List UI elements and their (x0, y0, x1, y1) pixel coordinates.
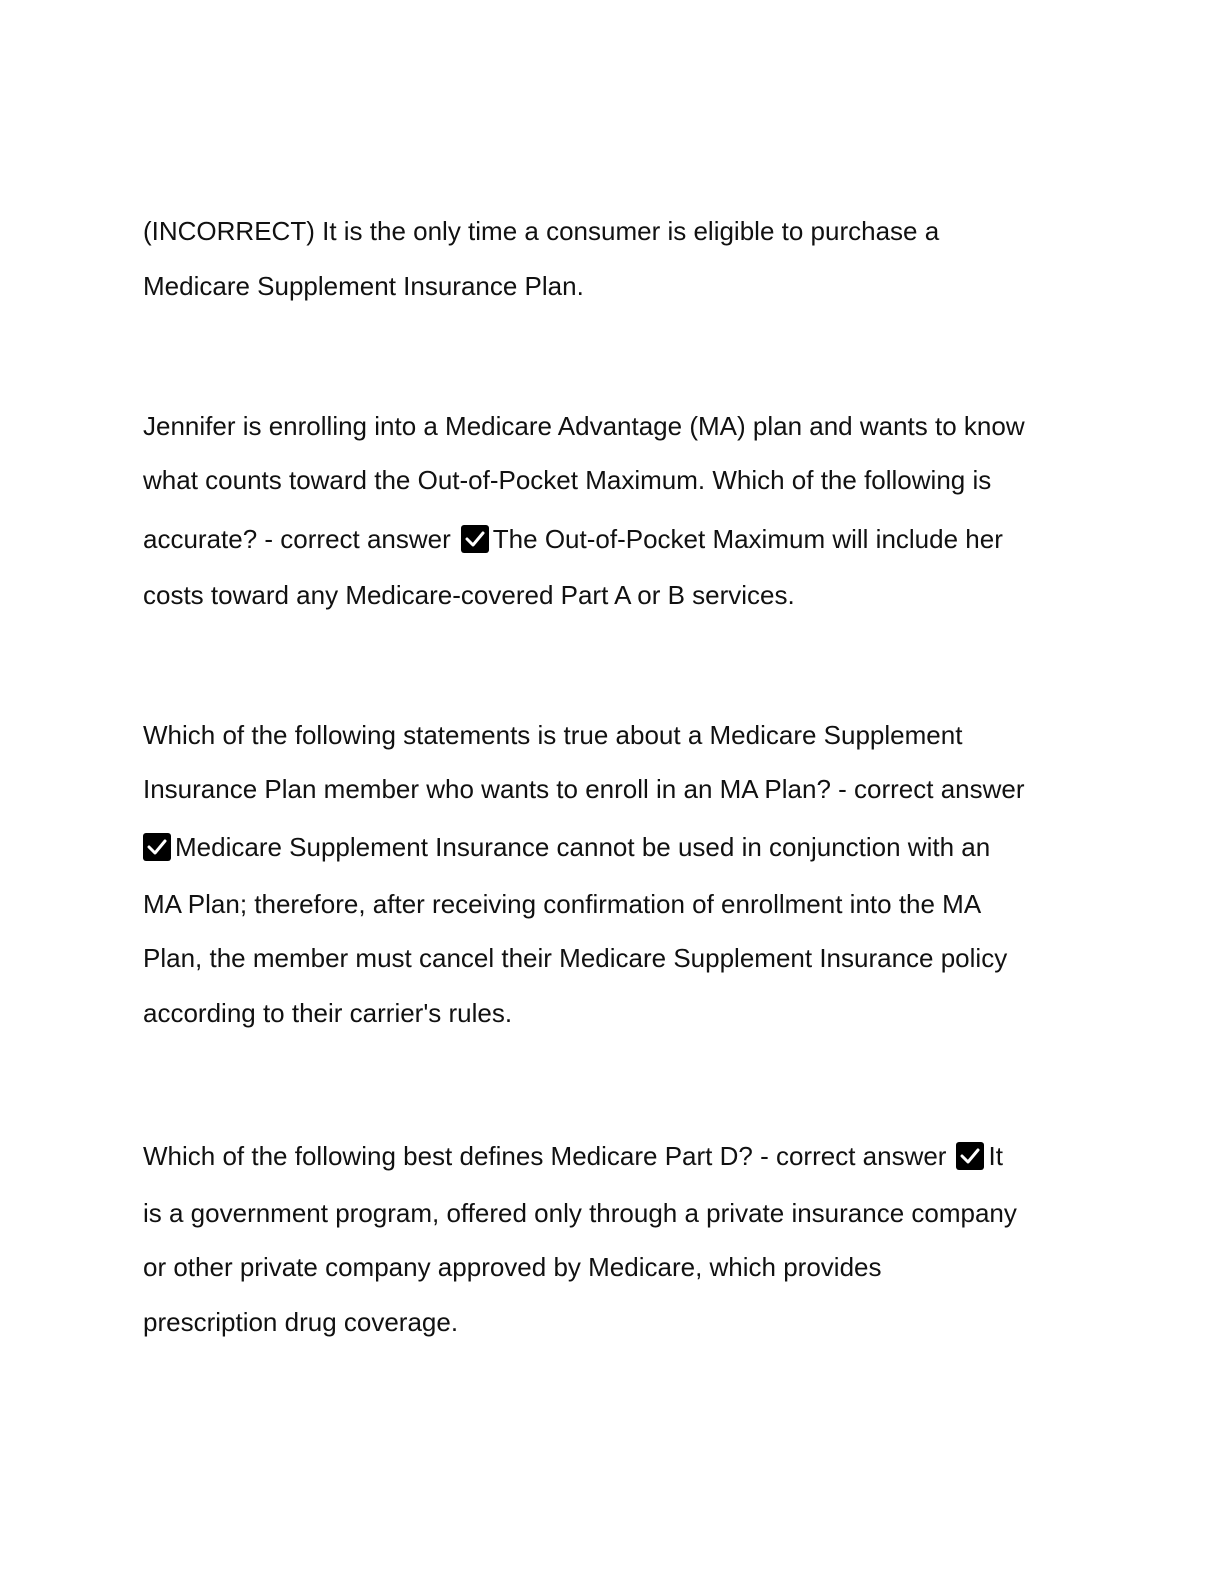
text-line (143, 942, 1007, 974)
text-segment: The Out-of-Pocket Maximum will include her (492, 524, 1003, 554)
text-segment: is a government program, offered only through a private insurance company (143, 1198, 1017, 1228)
text-segment: Which of the following best defines Medicare Part D? - correct answer (143, 1141, 947, 1171)
text-line (143, 1251, 882, 1283)
check-box-icon (143, 833, 171, 861)
text-segment: Medicare Supplement Insurance Plan. (143, 271, 584, 301)
text-segment: Insurance Plan member who wants to enroll in an MA Plan? - correct answer (143, 774, 1025, 804)
text-segment: MA Plan; therefore, after receiving confirmation of enrollment into the MA (143, 889, 982, 919)
text-segment: Medicare Supplement Insurance cannot be used in conjunction with an (175, 832, 991, 862)
text-segment: prescription drug coverage. (143, 1307, 459, 1337)
text-line (143, 270, 584, 302)
text-line (143, 997, 512, 1029)
text-line (143, 831, 990, 863)
text-segment: costs toward any Medicare-covered Part A or B services. (143, 580, 795, 610)
text-segment: Jennifer is enrolling into a Medicare Advantage (MA) plan and wants to know (143, 411, 1025, 441)
text-line (143, 1197, 1017, 1229)
text-line (143, 719, 962, 751)
check-box-icon (956, 1142, 984, 1170)
text-line (143, 579, 795, 611)
text-line (143, 1306, 458, 1338)
check-box-icon (461, 525, 489, 553)
text-segment: Plan, the member must cancel their Medicare Supplement Insurance policy (143, 943, 1008, 973)
text-line (143, 523, 1003, 555)
text-segment: accurate? - correct answer (143, 524, 451, 554)
text-line (143, 773, 1025, 805)
text-segment: Which of the following statements is true about a Medicare Supplement (143, 720, 963, 750)
text-line (143, 215, 939, 247)
text-line (143, 888, 981, 920)
text-segment: or other private company approved by Medicare, which provides (143, 1252, 882, 1282)
text-line (143, 464, 991, 496)
text-segment: It (988, 1141, 1003, 1171)
text-line (143, 1140, 1003, 1172)
text-segment: according to their carrier's rules. (143, 998, 513, 1028)
text-line (143, 410, 1025, 442)
text-segment: (INCORRECT) It is the only time a consumer is eligible to purchase a (143, 216, 940, 246)
text-segment: what counts toward the Out-of-Pocket Maximum. Which of the following is (143, 465, 992, 495)
